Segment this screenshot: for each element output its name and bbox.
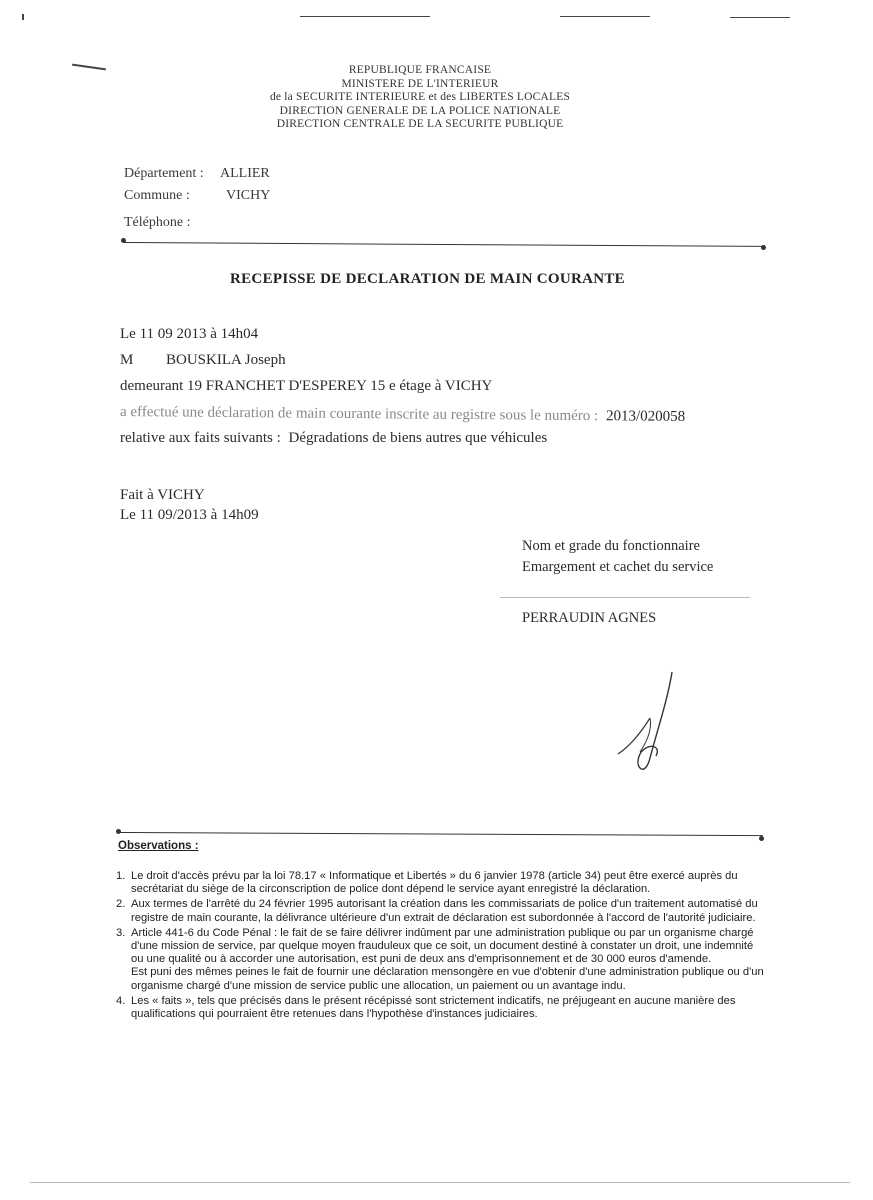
observation-number: 2. (116, 898, 126, 911)
facts-value: Dégradations de biens autres que véhicules (288, 430, 548, 446)
done-date-text: Le 11 09/2013 à 14h09 (120, 507, 259, 523)
registry-number: 2013/020058 (605, 408, 686, 425)
done-date (120, 507, 259, 524)
observation-item (116, 898, 766, 924)
address-row (120, 378, 492, 395)
commune-value: VICHY (226, 188, 271, 203)
officer-name: PERRAUDIN AGNES (522, 610, 657, 626)
declaration-date (120, 326, 258, 343)
observation-extra-text: Est puni des mêmes peines le fait de fournir une déclaration mensongère en vue d'obtenir d'une administration publique ou d'un organisme chargé d'une mission de service public une allocation, un paiement ou un avantage indu. (131, 966, 764, 992)
observation-number: 1. (116, 870, 126, 882)
header-line: MINISTERE DE L'INTERIEUR (341, 77, 499, 90)
rule-dot-right-bottom (759, 836, 764, 841)
scan-mark-top-2 (560, 16, 650, 17)
scan-mark-top-1 (300, 16, 430, 17)
document-title: RECEPISSE DE DECLARATION DE MAIN COURANTE (230, 271, 625, 287)
telephone-label: Téléphone : (124, 215, 191, 230)
observation-item (116, 927, 766, 993)
facts-row (120, 430, 547, 447)
scan-mark-left (72, 64, 106, 71)
observations-list (116, 870, 766, 1023)
done-place (120, 487, 205, 504)
top-divider (124, 242, 764, 247)
scan-mark-bottom (30, 1182, 850, 1183)
commune-label: Commune : (124, 188, 190, 203)
observation-item (116, 870, 766, 896)
declaration-date-text: Le 11 09 2013 à 14h04 (120, 326, 259, 342)
signature-dashes (500, 597, 750, 598)
civility: M (120, 352, 134, 368)
telephone-row (124, 215, 220, 231)
declarant-name: BOUSKILA Joseph (166, 352, 286, 368)
header-line: de la SECURITE INTERIEURE et des LIBERTES LOCALES (269, 91, 571, 103)
signature-caption-1: Nom et grade du fonctionnaire (522, 538, 700, 554)
observations-title: Observations : (118, 840, 199, 852)
ministry-header (240, 64, 600, 132)
address-text: demeurant 19 FRANCHET D'ESPEREY 15 e étage à VICHY (120, 378, 493, 394)
signature-caption-2: Emargement et cachet du service (522, 559, 714, 575)
rule-dot-right (761, 245, 766, 250)
header-line: DIRECTION GENERALE DE LA POLICE NATIONALE (279, 104, 561, 117)
observation-number: 3. (116, 926, 126, 939)
observation-number: 4. (116, 994, 126, 1007)
observation-text: Aux termes de l'arrêté du 24 février 1995 autorisant la création dans les commissariats de police d'un traitement automatisé du registre de main courante, la délivrance ultérieure d'un extrait de déclaration est subordonnée à l'accord de l'autorité judiciaire. (131, 898, 758, 924)
scan-mark-top-3 (730, 17, 790, 18)
departement-value: ALLIER (220, 166, 270, 181)
observation-item (116, 995, 766, 1021)
observation-text: Le droit d'accès prévu par la loi 78.17 « Informatique et Libertés » du 6 janvier 1978 (article 34) peut être exercé auprès du secrétariat du siège de la circonscription de police dont dépend le service ayant enregistré la déclaration. (131, 870, 738, 896)
done-place-text: Fait à VICHY (120, 487, 205, 503)
registry-text: a effectué une déclaration de main courante inscrite au registre sous le numéro : (119, 404, 599, 425)
departement-row (124, 166, 270, 182)
bottom-divider (119, 832, 763, 836)
commune-row (124, 188, 270, 204)
observation-text: Les « faits », tels que précisés dans le présent récépissé sont strictement indicatifs, ne préjugeant en aucune manière des qualifications qui pourraient être retenues dans l'hypothèse d'instances judiciaires. (131, 994, 736, 1021)
header-line: REPUBLIQUE FRANCAISE (348, 64, 492, 76)
departement-label: Département : (124, 166, 204, 181)
header-line: DIRECTION CENTRALE DE LA SECURITE PUBLIQUE (276, 118, 564, 130)
observation-text: Article 441-6 du Code Pénal : le fait de se faire délivrer indûment par une administration publique ou par un organisme chargé d'une mission de service, par quelque moyen frauduleux que ce soit, un document destiné à constater un droit, une indemnité ou une qualité ou à accorder une autorisation, est puni de deux ans d'emprisonnement et de 30 000 euros d'amende. (131, 926, 754, 966)
handwritten-signature (610, 668, 690, 778)
declarant-row (120, 352, 286, 369)
facts-label: relative aux faits suivants : (120, 430, 281, 446)
registry-row (120, 404, 685, 426)
scan-mark-top-left (22, 14, 24, 20)
